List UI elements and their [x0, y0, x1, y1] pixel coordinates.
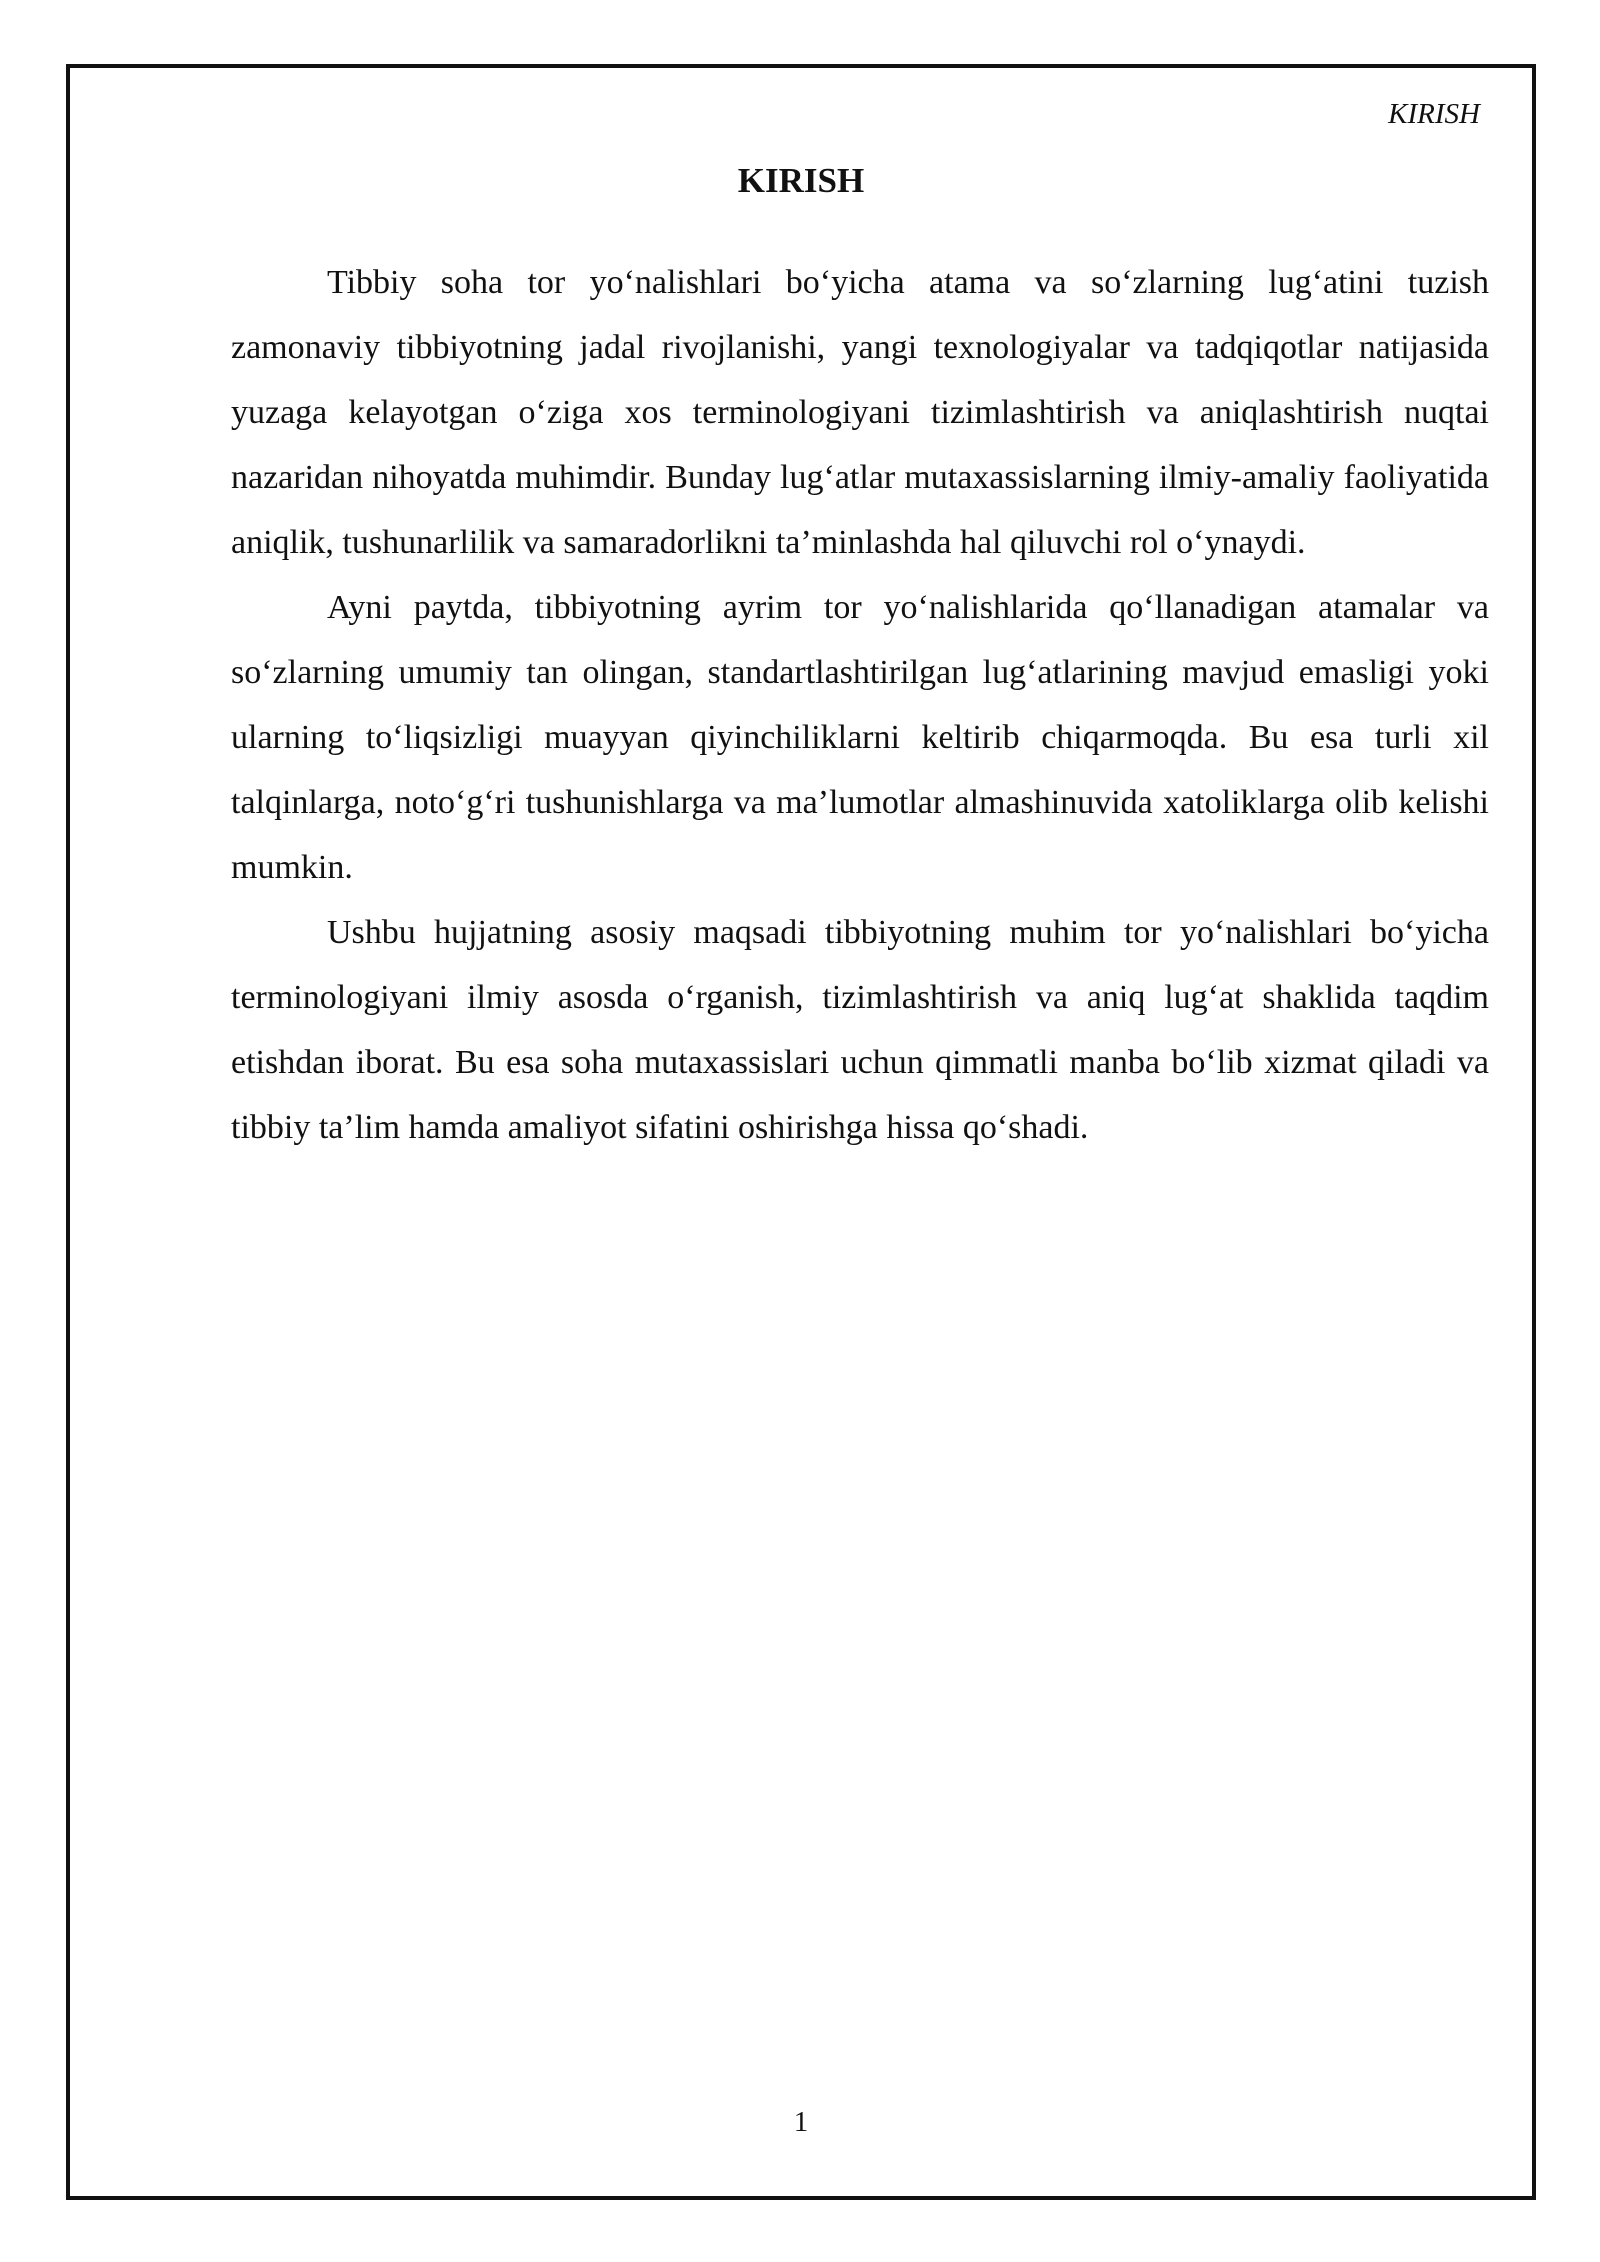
page-frame — [66, 64, 1536, 2200]
paragraph-1: Tibbiy soha tor yo‘nalishlari bo‘yicha atama va so‘zlarning lug‘atini tuzish zamonaviy tibbiyotning jadal rivojlanishi, yangi texnologiyalar va tadqiqotlar natijasida yuzaga kelayotgan o‘ziga xos terminologiyani tizimlashtirish va aniqlashtirish nuqtai nazaridan nihoyatda muhimdir. Bunday lug‘atlar mutaxassislarning ilmiy-amaliy faoliyatida aniqlik, tushunarlilik va samaradorlikni ta’minlashda hal qiluvchi rol o‘ynaydi. — [231, 264, 1489, 561]
body-text — [231, 250, 1489, 1160]
paragraph-3: Ushbu hujjatning asosiy maqsadi tibbiyotning muhim tor yo‘nalishlari bo‘yicha terminologiyani ilmiy asosda o‘rganish, tizimlashtirish va aniq lug‘at shaklida taqdim etishdan iborat. Bu esa soha mutaxassislari uchun qimmatli manba bo‘lib xizmat qiladi va tibbiy ta’lim hamda amaliyot sifatini oshirishga hissa qo‘shadi. — [231, 914, 1489, 1146]
paragraph-2: Ayni paytda, tibbiyotning ayrim tor yo‘nalishlarida qo‘llanadigan atamalar va so‘zlarning umumiy tan olingan, standartlashtirilgan lug‘atlarining mavjud emasligi yoki ularning to‘liqsizligi muayyan qiyinchiliklarni keltirib chiqarmoqda. Bu esa turli xil talqinlarga, noto‘g‘ri tushunishlarga va ma’lumotlar almashinuvida xatoliklarga olib kelishi mumkin. — [231, 589, 1489, 886]
running-header: KIRISH — [1388, 98, 1480, 130]
page-number: 1 — [793, 2106, 809, 2138]
page-title: KIRISH — [737, 161, 865, 200]
